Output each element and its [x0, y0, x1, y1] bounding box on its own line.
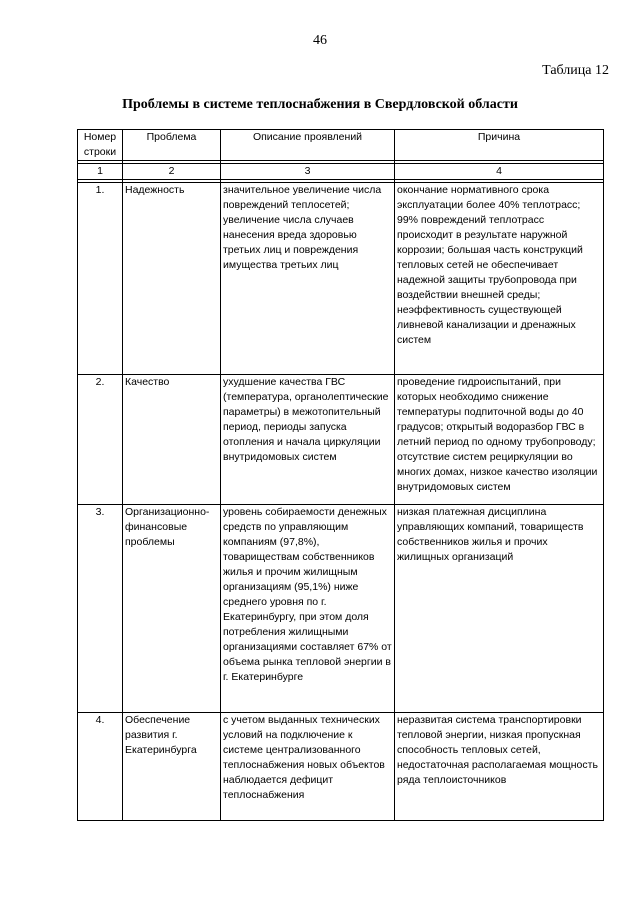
row-description: с учетом выданных технических условий на подключение к системе централизованного теплоснабжения новых объектов наблюдается дефицит теплоснабжения	[221, 713, 395, 821]
row-number: 4.	[78, 713, 123, 821]
row-number: 3.	[78, 505, 123, 713]
header-description: Описание проявлений	[221, 130, 395, 161]
problems-table	[77, 129, 604, 821]
table-row	[78, 505, 604, 713]
column-number: 3	[221, 164, 395, 180]
table-row	[78, 183, 604, 375]
table-row	[78, 713, 604, 821]
table-row	[78, 375, 604, 505]
row-cause: проведение гидроиспытаний, при которых необходимо снижение температуры подпиточной воды до 40 градусов; открытый водоразбор ГВС в летний период по одному трубопроводу; отсутствие систем рециркуляции во многих домах, низкое качество изоляции внутридомовых систем	[395, 375, 604, 505]
header-problem: Проблема	[123, 130, 221, 161]
row-description: ухудшение качества ГВС (температура, органолептические параметры) в межотопительный период, периоды запуска отопления и начала циркуляции внутридомовых систем	[221, 375, 395, 505]
column-number: 2	[123, 164, 221, 180]
row-problem: Обеспечение развития г. Екатеринбурга	[123, 713, 221, 821]
column-numbers-row	[78, 164, 604, 180]
row-description: уровень собираемости денежных средств по управляющим компаниям (97,8%), товариществам собственников жилья и прочим жилищным организациям (95,1%) ниже среднего уровня по г. Екатеринбургу, при этом доля потребления жилищными организациями составляет 67% от объема рынка тепловой энергии в г. Екатеринбурге	[221, 505, 395, 713]
page-number: 46	[313, 33, 327, 48]
row-cause: низкая платежная дисциплина управляющих компаний, товариществ собственников жилья и прочих жилищных организаций	[395, 505, 604, 713]
header-row-number: Номер строки	[78, 130, 123, 161]
header-cause: Причина	[395, 130, 604, 161]
row-cause: неразвитая система транспортировки тепловой энергии, низкая пропускная способность тепловых сетей, недостаточная располагаемая мощность ряда теплоисточников	[395, 713, 604, 821]
column-number: 1	[78, 164, 123, 180]
row-description: значительное увеличение числа повреждений теплосетей; увеличение числа случаев нанесения вреда здоровью третьих лиц и повреждения имущества третьих лиц	[221, 183, 395, 375]
table-header-row	[78, 130, 604, 161]
row-cause: окончание нормативного срока эксплуатации более 40% теплотрасс; 99% повреждений теплотрасс происходит в результате наружной коррозии; большая часть конструкций тепловых сетей не обеспечивает надежной защиты трубопровода при воздействии внешней среды; неэффективность существующей ливневой канализации и дренажных систем	[395, 183, 604, 375]
row-problem: Надежность	[123, 183, 221, 375]
row-problem: Организационно-финансовые проблемы	[123, 505, 221, 713]
row-number: 1.	[78, 183, 123, 375]
document-title: Проблемы в системе теплоснабжения в Свердловской области	[122, 97, 518, 112]
table-label: Таблица 12	[542, 63, 609, 78]
row-problem: Качество	[123, 375, 221, 505]
column-number: 4	[395, 164, 604, 180]
row-number: 2.	[78, 375, 123, 505]
